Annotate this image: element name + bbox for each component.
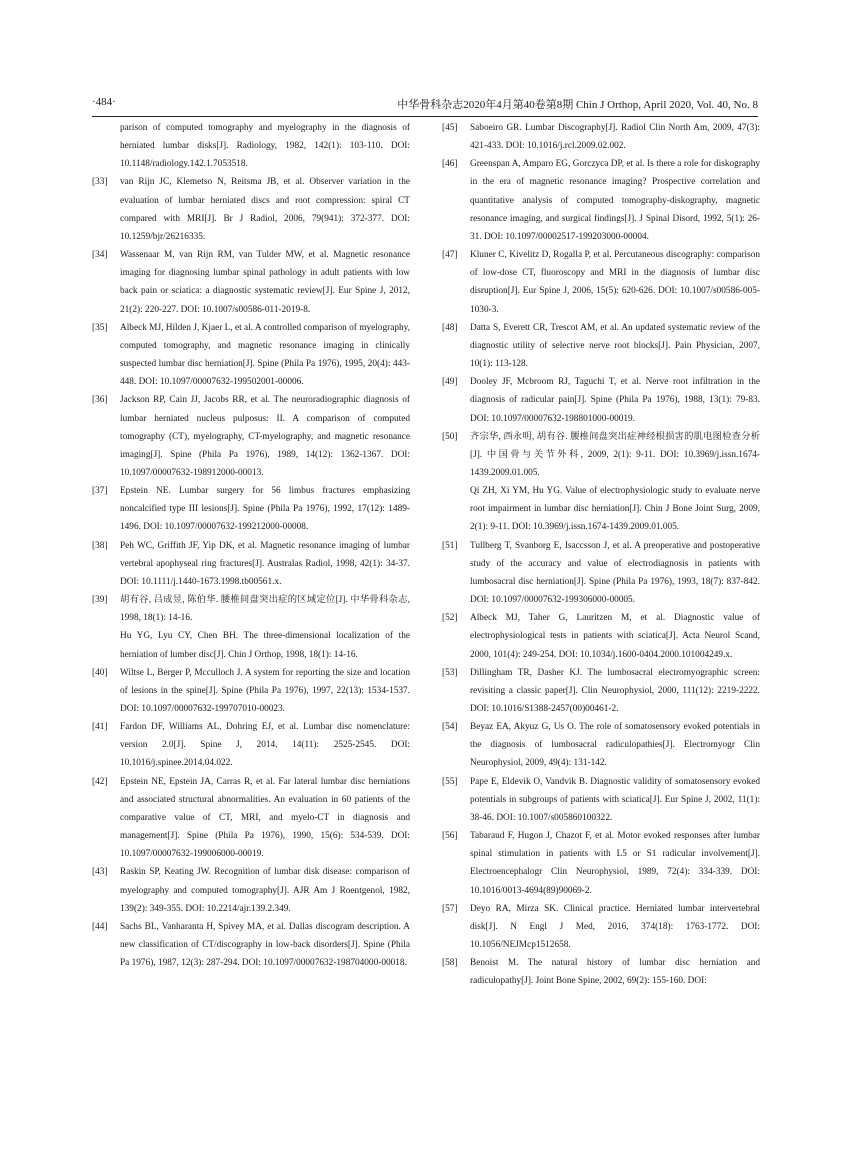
reference-number: [47] (442, 250, 458, 261)
reference-text: Greenspan A, Amparo EG, Gorczyca DP, et al. Is there a role for diskography in the era of magnetic resonance imaging? Prospective correlation and quantitative analysis of computed tomography-diskography, magnetic resonance imaging, and surgical findings[J]. J Spinal Disord, 1992, 5(1): 26-31. DOI: 10.1097/00002517-199203000-00004. (470, 159, 760, 242)
reference-number: [43] (92, 867, 108, 878)
reference-item (442, 155, 760, 246)
reference-number: [34] (92, 250, 108, 261)
reference-number: [55] (442, 776, 458, 787)
reference-item (442, 664, 760, 718)
reference-text: Kluner C, Kivelitz D, Rogalla P, et al. Percutaneous discography: comparison of low-dose CT, fluoroscopy and MRI in the diagnosis of lumbar disc disruption[J]. Eur Spine J, 2006, 15(5): 620-626. DOI: 10.1007/s00586-005-1030-3. (470, 250, 760, 315)
reference-text: Pape E, Eldevik O, Vandvik B. Diagnostic validity of somatosensory evoked potentials in subgroups of patients with sciatica[J]. Eur Spine J, 2002, 11(1): 38-46. DOI: 10.1007/s005860100322. (470, 776, 760, 823)
reference-number: [54] (442, 722, 458, 733)
reference-text: Dillingham TR, Dasher KJ. The lumbosacral electromyographic screen: revisiting a classic paper[J]. Clin Neurophysiol, 2000, 111(12): 2219-2222. DOI: 10.1016/S1388-2457(00)00461-2. (470, 667, 760, 714)
reference-item (442, 609, 760, 663)
reference-item (442, 119, 760, 155)
reference-number: [52] (442, 613, 458, 624)
reference-number: [42] (92, 776, 108, 787)
reference-item (92, 718, 410, 772)
reference-number: [41] (92, 722, 108, 733)
reference-number: [35] (92, 322, 108, 333)
reference-text: Tabaraud F, Hugon J, Chazot F, et al. Motor evoked responses after lumbar spinal stimulation in patients with L5 or S1 radicular involvement[J]. Electroencephalogr Clin Neurophysiol, 1989, 72(4): 334-339. DOI: 10.1016/0013-4694(89)90069-2. (470, 831, 760, 896)
reference-number: [46] (442, 159, 458, 170)
reference-translation: Hu YG, Lyu CY, Chen BH. The three-dimensional localization of the herniation of lumber disc[J]. Chin J Orthop, 1998, 18(1): 14-16. (120, 631, 410, 660)
reference-text: Albeck MJ, Taher G, Lauritzen M, et al. Diagnostic value of electrophysiological tests in patients with sciatica[J]. Acta Neurol Scand, 2000, 101(4): 249-254. DOI: 10.1034/j.1600-0404.2000.101004249.x. (470, 613, 760, 660)
reference-item (442, 373, 760, 427)
reference-text: Fardon DF, Williams AL, Dohring EJ, et al. Lumbar disc nomenclature: version 2.0[J]. Spine J, 2014, 14(11): 2525-2545. DOI: 10.1016/j.spinee.2014.04.022. (120, 722, 410, 769)
reference-text: Jackson RP, Cain JJ, Jacobs RR, et al. The neuroradiographic diagnosis of lumbar herniated nucleus pulposus: II. A comparison of computed tomography (CT), myelography, CT-myelography, and magnetic resonance imaging[J]. Spine (Phila Pa 1976), 1989, 14(12): 1362-1367. DOI: 10.1097/00007632-198912000-00013. (120, 395, 410, 478)
reference-item (442, 428, 760, 482)
reference-item (442, 319, 760, 373)
reference-item (92, 918, 410, 972)
reference-column-right (442, 119, 760, 991)
reference-text: Dooley JF, Mcbroom RJ, Taguchi T, et al. Nerve root infiltration in the diagnosis of radicular pain[J]. Spine (Phila Pa 1976), 1988, 13(1): 79-83. DOI: 10.1097/00007632-198801000-00019. (470, 377, 760, 424)
reference-item (442, 827, 760, 900)
reference-item (442, 537, 760, 610)
reference-text: 齐宗华, 西永明, 胡有谷. 腰椎间盘突出症神经根损害的肌电图检查分析[J]. 中国骨与关节外科, 2009, 2(1): 9-11. DOI: 10.3969/j.issn.1674-1439.2009.01.005. (470, 431, 760, 478)
reference-number: [45] (442, 123, 458, 133)
reference-item (442, 900, 760, 954)
reference-item (442, 246, 760, 319)
reference-text: Deyo RA, Mirza SK. Clinical practice. Herniated lumbar intervertebral disk[J]. N Engl J Med, 2016, 374(18): 1763-1772. DOI: 10.1056/NEJMcp1512658. (470, 903, 760, 951)
reference-number: [50] (442, 431, 458, 442)
reference-item (92, 391, 410, 482)
reference-item (92, 482, 410, 536)
reference-text: Sachs BL, Vanharanta H, Spivey MA, et al. Dallas discogram description. A new classification of CT/discography in low-back disorders[J]. Spine (Phila Pa 1976), 1987, 12(3): 287-294. DOI: 10.1097/00007632-198704000-00018. (120, 921, 410, 969)
reference-number: [37] (92, 486, 108, 497)
reference-item (92, 173, 410, 246)
reference-number: [57] (442, 903, 458, 914)
reference-number: [33] (92, 177, 108, 188)
reference-item (92, 591, 410, 627)
reference-item (92, 537, 410, 591)
page-number: ·484· (92, 96, 116, 108)
reference-item (92, 319, 410, 392)
reference-text: Saboeiro GR. Lumbar Discography[J]. Radiol Clin North Am, 2009, 47(3): 421-433. DOI: 10.1016/j.rcl.2009.02.002. (470, 123, 760, 152)
reference-item (92, 664, 410, 718)
reference-text: Beyaz EA, Akyuz G, Us O. The role of somatosensory evoked potentials in the diagnosis of lumbosacral radiculopathies[J]. Electromyogr Clin Neurophysiol, 2009, 49(4): 131-142. (470, 722, 760, 769)
reference-text: Tullberg T, Svanborg E, Isaccsson J, et al. A preoperative and postoperative study of the accuracy and value of electrodiagnosis in patients with lumbosacral disc herniation[J]. Spine (Phila Pa 1976), 1993, 18(7): 837-842. DOI: 10.1097/00007632-199306000-00005. (470, 540, 760, 606)
reference-number: [39] (92, 595, 108, 606)
reference-item (442, 954, 760, 990)
reference-number: [48] (442, 322, 458, 333)
reference-number: [49] (442, 377, 458, 388)
reference-number: [40] (92, 667, 108, 678)
reference-item (442, 773, 760, 827)
page-header (92, 94, 758, 117)
reference-number: [56] (442, 831, 458, 842)
reference-text: parison of computed tomography and myelography in the diagnosis of herniated lumbar disks[J]. Radiology, 1982, 142(1): 103-110. DOI: 10.1148/radiology.142.1.7053518. (120, 123, 410, 170)
reference-text: Wassenaar M, van Rijn RM, van Tulder MW, et al. Magnetic resonance imaging for diagnosing lumbar spinal pathology in adult patients with low back pain or sciatica: a diagnostic systematic review[J]. Eur Spine J, 2012, 21(2): 220-227. DOI: 10.1007/s00586-011-2019-8. (120, 250, 410, 315)
reference-number: [58] (442, 958, 458, 969)
reference-item (92, 246, 410, 319)
reference-text: Epstein NE. Lumbar surgery for 56 limbus fractures emphasizing noncalcified type III lesions[J]. Spine (Phila Pa 1976), 1992, 17(12): 1489-1496. DOI: 10.1097/00007632-199212000-00008. (120, 486, 410, 533)
reference-item (92, 119, 410, 173)
reference-number: [36] (92, 395, 108, 406)
reference-text: Peh WC, Griffith JF, Yip DK, et al. Magnetic resonance imaging of lumbar vertebral apophyseal ring fractures[J]. Australas Radiol, 1998, 42(1): 34-37. DOI: 10.1111/j.1440-1673.1998.tb00561.x. (120, 540, 410, 587)
reference-text: Albeck MJ, Hilden J, Kjaer L, et al. A controlled comparison of myelography, computed tomography, and magnetic resonance imaging in clinically suspected lumbar disc herniation[J]. Spine (Phila Pa 1976), 1995, 20(4): 443-448. DOI: 10.1097/00007632-199502001-00006. (120, 322, 410, 388)
reference-translation: Qi ZH, Xi YM, Hu YG. Value of electrophysiologic study to evaluate nerve root impairment in lumbar disc herniation[J]. Chin J Bone Joint Surg, 2009, 2(1): 9-11. DOI: 10.3969/j.issn.1674-1439.2009.01.005. (470, 486, 760, 533)
reference-text: Raskin SP, Keating JW. Recognition of lumbar disk disease: comparison of myelography and computed tomography[J]. AJR Am J Roentgenol, 1982, 139(2): 349-355. DOI: 10.2214/ajr.139.2.349. (120, 867, 410, 914)
reference-number: [44] (92, 921, 108, 932)
reference-number: [53] (442, 667, 458, 678)
reference-item (442, 718, 760, 772)
reference-text: Benoist M. The natural history of lumbar disc herniation and radiculopathy[J]. Joint Bone Spine, 2002, 69(2): 155-160. DOI: (470, 958, 760, 987)
reference-text: van Rijn JC, Klemetso N, Reitsma JB, et al. Observer variation in the evaluation of lumbar herniated discs and root compression: spiral CT compared with MRI[J]. Br J Radiol, 2006, 79(941): 372-377. DOI: 10.1259/bjr/26216335. (120, 177, 410, 242)
reference-number: [38] (92, 540, 108, 551)
reference-text: 胡有谷, 吕成昱, 陈伯华. 腰椎间盘突出症的区域定位[J]. 中华骨科杂志, 1998, 18(1): 14-16. (120, 595, 410, 624)
reference-text: Wiltse L, Berger P, Mcculloch J. A system for reporting the size and location of lesions in the spine[J]. Spine (Phila Pa 1976), 1997, 22(13): 1534-1537. DOI: 10.1097/00007632-199707010-00023. (120, 667, 410, 714)
reference-text: Epstein NE, Epstein JA, Carras R, et al. Far lateral lumbar disc herniations and associated structural abnormalities. An evaluation in 60 patients of the comparative value of CT, MRI, and myelo-CT in diagnosis and management[J]. Spine (Phila Pa 1976), 1990, 15(6): 534-539. DOI: 10.1097/00007632-199006000-00019. (120, 776, 410, 860)
reference-column-left (92, 119, 410, 972)
reference-item (92, 863, 410, 917)
journal-citation: 中华骨科杂志2020年4月第40卷第8期 Chin J Orthop, April 2020, Vol. 40, No. 8 (397, 99, 758, 111)
reference-number: [51] (442, 540, 458, 551)
reference-item (92, 773, 410, 864)
reference-text: Datta S, Everett CR, Trescot AM, et al. An updated systematic review of the diagnostic utility of selective nerve root blocks[J]. Pain Physician, 2007, 10(1): 113-128. (470, 322, 760, 370)
